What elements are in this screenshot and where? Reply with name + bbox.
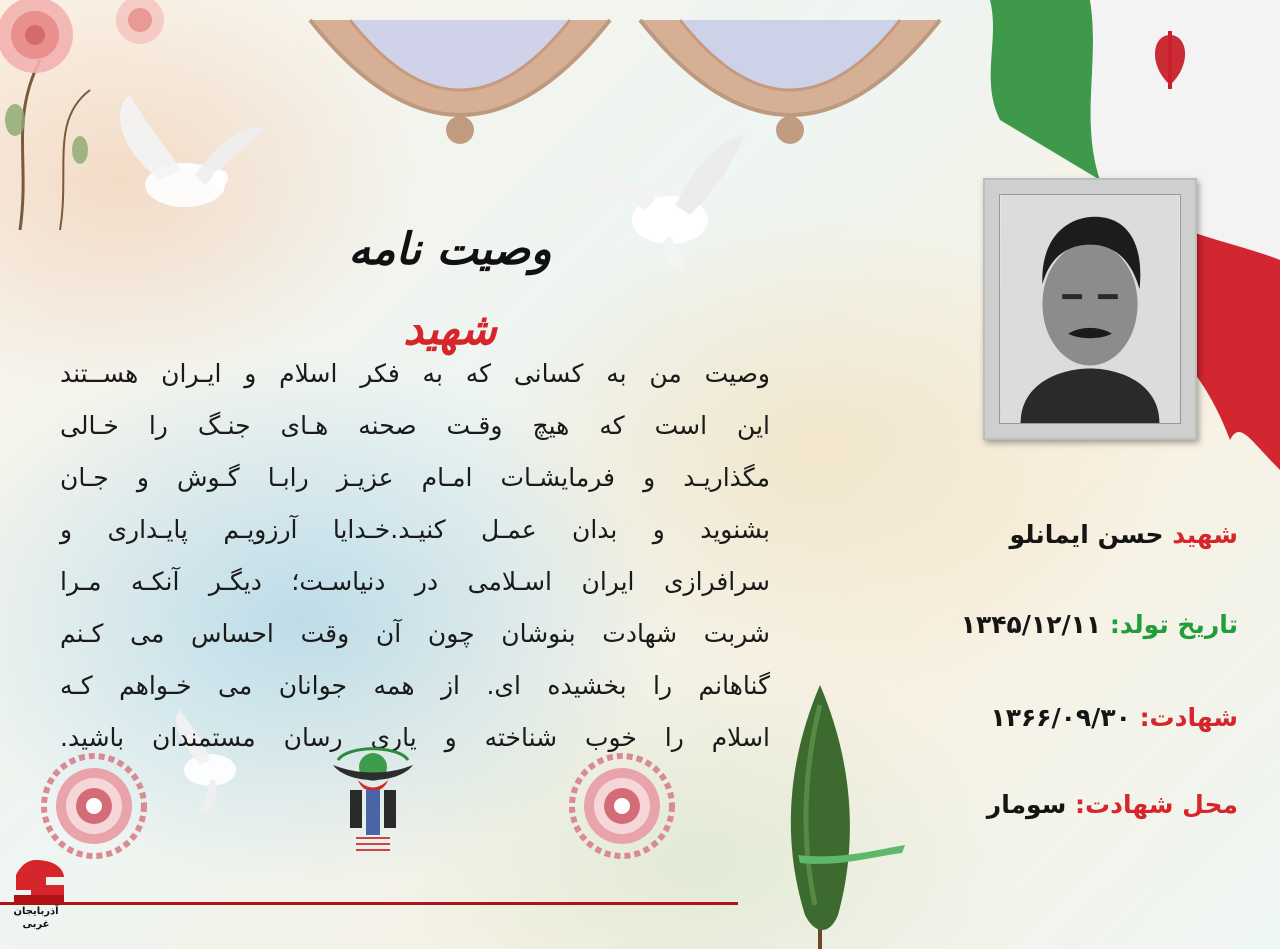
will-text [60, 348, 770, 764]
will-line: اسلام را خوب شناخته و یاری رسان مستمندان باشید. [60, 723, 770, 752]
place-label: محل شهادت: [1075, 790, 1238, 819]
name-value: حسن ایمانلو [1009, 520, 1164, 549]
dove-image [575, 130, 755, 280]
dove-image [100, 90, 270, 240]
will-line: بشنوید و بدان عمـل کنیـد.خـدایا آرزویـم پایـداری و [60, 515, 770, 544]
page-title [320, 210, 580, 355]
will-line: مگذاریـد و فرمایشـات امـام عزیـز رابـا گـوش و جـان [60, 463, 770, 492]
will-line: گناهانم را بخشیده ای. از همه جوانان می خـواهم کـه [60, 671, 770, 700]
rosette-ornament [40, 752, 148, 860]
rosette-ornament [568, 752, 676, 860]
logo-line-2: غربی [22, 919, 50, 930]
birth-date [961, 610, 1238, 639]
will-line: وصیت من به کسانی که به فکر اسلام و ایـران هســتند [60, 359, 770, 388]
place-value: سومار [986, 790, 1067, 819]
will-line: این است که هیچ وقـت صحنه هـای جنـگ را خـالی [60, 411, 770, 440]
logo-caption [6, 905, 66, 931]
logo-line-1: آذربایجان [13, 906, 59, 917]
name-label: شهید [1172, 520, 1238, 549]
birth-label: تاریخ تولد: [1109, 610, 1238, 639]
bottom-divider [0, 902, 738, 905]
death-label: شهادت: [1139, 703, 1238, 732]
martyrdom-date [991, 703, 1239, 732]
will-line: شربت شهادت بنوشان چون آن وقت احساس می کـنم [60, 619, 770, 648]
martyr-name [1010, 520, 1239, 549]
death-value: ۱۳۶۶/۰۹/۳۰ [990, 703, 1131, 732]
martyr-photo [983, 178, 1197, 440]
foundation-emblem [328, 735, 418, 865]
martyrdom-place [987, 790, 1238, 819]
title-accent: شهید [403, 304, 497, 355]
cypress-tree [780, 685, 910, 949]
navid-shahed-logo [6, 855, 72, 945]
birth-value: ۱۳۴۵/۱۲/۱۱ [960, 610, 1102, 639]
title-main: وصیت نامه [348, 224, 552, 275]
portrait-image [1000, 195, 1180, 423]
will-line: سرافرازی ایران اسـلامی در دنیاسـت؛ دیگـر آنکـه مـرا [60, 567, 770, 596]
